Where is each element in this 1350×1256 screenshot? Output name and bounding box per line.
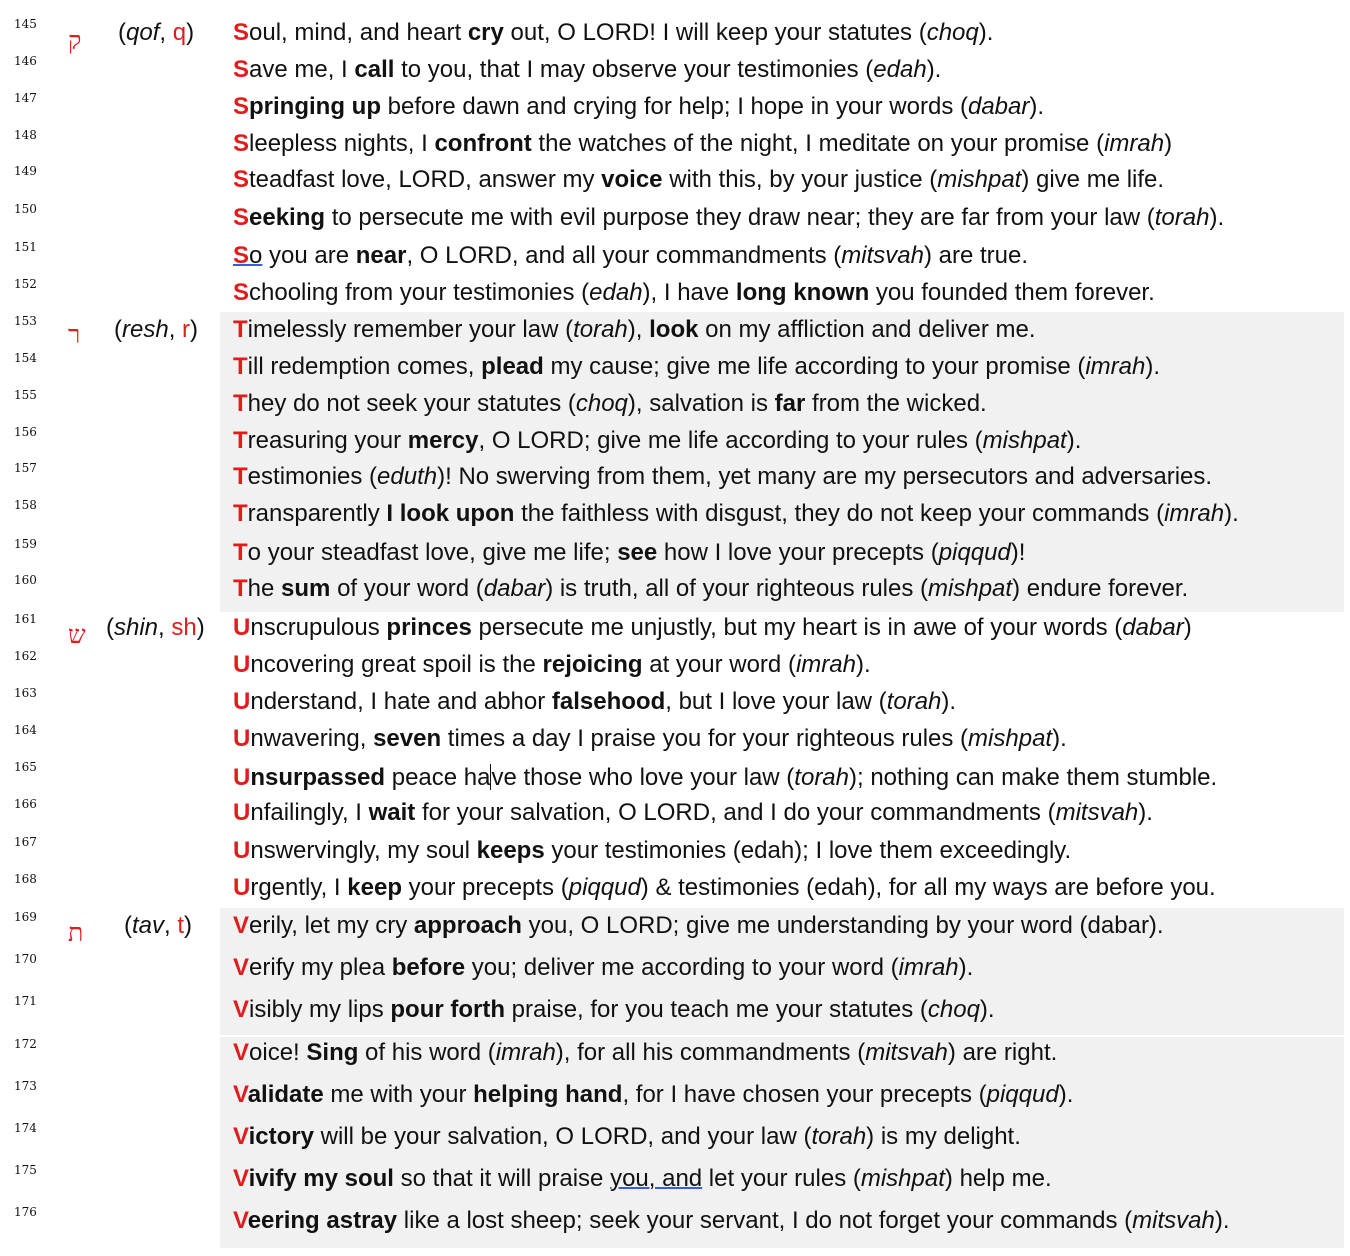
hebrew-term: imrah <box>1164 500 1225 527</box>
verse-fragment: ) are true. <box>923 242 1029 269</box>
acrostic-initial: V <box>233 1081 248 1108</box>
verse-number: 164 <box>14 723 37 737</box>
verse-number: 173 <box>14 1079 37 1093</box>
hebrew-term: mishpat <box>982 427 1067 454</box>
hebrew-term: imrah <box>495 1039 556 1066</box>
verse-fragment: ncovering great spoil is the <box>250 651 543 678</box>
emphasis-keyword: near <box>355 242 407 269</box>
verse-number: 153 <box>14 314 37 328</box>
verse-text <box>233 355 1160 379</box>
verse-fragment: ). <box>1214 1207 1230 1234</box>
verse-fragment: ) endure forever. <box>1012 575 1189 602</box>
verse-fragment: on my affliction and deliver me. <box>698 316 1036 343</box>
verse-number: 172 <box>14 1037 37 1051</box>
verse-fragment: ) <box>1164 130 1173 157</box>
hebrew-term: dabar <box>483 575 546 602</box>
letter-sound: r <box>182 316 191 343</box>
verse-fragment: nderstand, I hate and abhor <box>250 688 552 715</box>
verse-text <box>233 465 1212 489</box>
hebrew-term: choq <box>927 996 980 1023</box>
acrostic-initial: T <box>233 316 248 343</box>
verse-number: 151 <box>14 240 37 254</box>
verse-number: 169 <box>14 910 37 924</box>
hebrew-letter: ק <box>68 26 82 55</box>
verse-fragment: oul, mind, and heart <box>249 19 468 46</box>
acrostic-initial: U <box>233 688 251 715</box>
verse-text <box>233 764 1217 790</box>
verse-fragment: how I love your precepts ( <box>657 539 939 566</box>
verse-number: 147 <box>14 91 37 105</box>
verse-fragment: ). <box>1209 204 1225 231</box>
verse-text <box>233 1083 1073 1107</box>
verse-fragment: nfailingly, I <box>250 799 369 826</box>
verse-fragment: chooling from your testimonies ( <box>249 279 590 306</box>
verse-text <box>233 839 1071 863</box>
verse-fragment: erify my plea <box>249 954 392 981</box>
hebrew-term: dabar <box>967 93 1030 120</box>
verse-fragment: for your salvation, O LORD, and I do your commandments ( <box>415 799 1056 826</box>
acrostic-initial: T <box>233 353 248 380</box>
verse-number: 171 <box>14 994 37 1008</box>
verse-fragment: your precepts ( <box>401 874 569 901</box>
acrostic-initial: V <box>233 1039 250 1066</box>
stanza-tav <box>0 908 1350 1248</box>
verse-fragment: to you, that I may observe your testimonies ( <box>394 56 874 83</box>
verse-fragment: ) is truth, all of your righteous rules ( <box>545 575 929 602</box>
verse-fragment: ). <box>1145 353 1161 380</box>
verse-fragment: peace ha <box>385 764 491 791</box>
verse-fragment: he <box>247 575 282 602</box>
verse-text <box>233 1167 1052 1191</box>
emphasis-keyword: nsurpassed <box>250 764 386 791</box>
acrostic-initial: S <box>233 166 250 193</box>
acrostic-initial: U <box>233 614 251 641</box>
verse-number: 152 <box>14 277 37 291</box>
verse-fragment: ransparently <box>247 500 387 527</box>
emphasis-keyword: keeps <box>476 837 545 864</box>
emphasis-keyword: approach <box>413 912 522 939</box>
hebrew-letter: ש <box>68 620 86 649</box>
emphasis-keyword: helping hand <box>473 1081 623 1108</box>
stanza-divider <box>220 1035 1344 1037</box>
verse-fragment: ave me, I <box>249 56 355 83</box>
verse-text <box>233 206 1224 230</box>
flagged-text: o <box>249 242 263 269</box>
transliteration: (tav, t) <box>124 912 193 939</box>
verse-fragment: erily, let my cry <box>249 912 414 939</box>
hebrew-letter: ת <box>68 918 84 947</box>
hebrew-term: torah <box>794 764 849 791</box>
hebrew-term: mitsvah <box>865 1039 948 1066</box>
verse-fragment: the watches of the night, I meditate on your promise ( <box>531 130 1105 157</box>
acrostic-initial: U <box>233 874 251 901</box>
acrostic-initial: U <box>233 725 251 752</box>
acrostic-initial: S <box>233 56 250 83</box>
emphasis-keyword: cry <box>467 19 504 46</box>
acrostic-initial: V <box>233 1165 249 1192</box>
verse-fragment: of your word ( <box>330 575 484 602</box>
verse-fragment: persecute me unjustly, but my heart is in awe of your words ( <box>471 614 1123 641</box>
hebrew-term: dabar <box>1122 614 1184 641</box>
verse-fragment: you; deliver me according to your word ( <box>465 954 899 981</box>
hebrew-term: eduth <box>377 463 438 490</box>
acrostic-initial: U <box>233 799 251 826</box>
verse-fragment: ). <box>1058 1081 1074 1108</box>
verse-text <box>233 690 956 714</box>
verse-fragment: estimonies ( <box>247 463 378 490</box>
emphasis-keyword: long known <box>735 279 870 306</box>
hebrew-term: mishpat <box>937 166 1022 193</box>
emphasis-keyword: ivify my soul <box>248 1165 394 1192</box>
transliteration: (qof, q) <box>118 19 195 46</box>
verse-text <box>233 95 1044 119</box>
emphasis-keyword: eeking <box>249 204 326 231</box>
verse-fragment: ), I have <box>642 279 736 306</box>
verse-number: 155 <box>14 388 37 402</box>
verse-fragment: reasuring your <box>247 427 408 454</box>
acrostic-initial: S <box>233 204 250 231</box>
verse-fragment: ) help me. <box>944 1165 1052 1192</box>
hebrew-term: piqqud <box>568 874 641 901</box>
verse-text <box>233 956 973 980</box>
verse-text <box>233 998 995 1022</box>
acrostic-initial: V <box>233 1207 248 1234</box>
verse-text <box>233 801 1153 825</box>
emphasis-keyword: call <box>354 56 395 83</box>
verse-fragment: my cause; give me life according to your promise ( <box>543 353 1086 380</box>
acrostic-initial: V <box>233 1123 249 1150</box>
flagged-text: you, and <box>610 1165 703 1192</box>
transliteration: (shin, sh) <box>106 614 205 641</box>
emphasis-keyword: wait <box>368 799 416 826</box>
emphasis-keyword: eering astray <box>247 1207 398 1234</box>
verse-fragment: ). <box>1066 427 1082 454</box>
verse-number: 162 <box>14 649 37 663</box>
verse-fragment: nwavering, <box>250 725 374 752</box>
verse-text <box>233 1041 1057 1065</box>
verse-text <box>233 1125 1021 1149</box>
hebrew-term: mitsvah <box>1055 799 1139 826</box>
letter-name: resh <box>122 316 169 343</box>
emphasis-keyword: sum <box>281 575 331 602</box>
letter-name: shin <box>114 614 159 641</box>
verse-fragment: so that it will praise <box>393 1165 611 1192</box>
verse-fragment: ) <box>1183 614 1192 641</box>
verse-fragment: at your word ( <box>642 651 796 678</box>
verse-fragment: like a lost sheep; seek your servant, I do not forget your commands ( <box>397 1207 1133 1234</box>
letter-sound: q <box>172 19 187 46</box>
emphasis-keyword: alidate <box>247 1081 324 1108</box>
verse-text <box>233 244 1028 268</box>
verse-text <box>233 21 993 45</box>
hebrew-term: torah <box>886 688 942 715</box>
verse-fragment: imelessly remember your law ( <box>247 316 574 343</box>
hebrew-term: imrah <box>898 954 959 981</box>
verse-fragment: teadfast love, LORD, answer my <box>249 166 602 193</box>
verse-text <box>233 502 1239 526</box>
verse-fragment: ve those who love your law ( <box>491 764 795 791</box>
verse-fragment: you, O LORD; give me understanding by your word (dabar). <box>521 912 1164 939</box>
emphasis-keyword: plead <box>481 353 544 380</box>
verse-text <box>233 58 941 82</box>
verse-number: 160 <box>14 573 37 587</box>
acrostic-initial: T <box>233 427 248 454</box>
emphasis-keyword: Sing <box>306 1039 359 1066</box>
verse-fragment: you founded them forever. <box>869 279 1155 306</box>
acrostic-initial: V <box>233 996 250 1023</box>
emphasis-keyword: princes <box>386 614 472 641</box>
verse-fragment: ), <box>627 316 650 343</box>
hebrew-term: imrah <box>795 651 856 678</box>
verse-text <box>233 876 1216 900</box>
verse-number: 176 <box>14 1205 37 1219</box>
hebrew-term: imrah <box>1085 353 1146 380</box>
verse-fragment: , O LORD, and all your commandments ( <box>406 242 842 269</box>
verse-text <box>233 429 1081 453</box>
hebrew-term: torah <box>811 1123 867 1150</box>
verse-fragment: ); nothing can make them stumble. <box>849 764 1218 791</box>
verse-fragment: your testimonies (edah); I love them exceedingly. <box>544 837 1072 864</box>
hebrew-term: torah <box>1154 204 1210 231</box>
verse-number: 159 <box>14 537 37 551</box>
verse-fragment: nscrupulous <box>250 614 387 641</box>
verse-fragment: ). <box>978 19 994 46</box>
verse-fragment: out, O LORD! I will keep your statutes ( <box>503 19 927 46</box>
hebrew-term: mishpat <box>928 575 1013 602</box>
verse-fragment: , O LORD; give me life according to your rules ( <box>478 427 983 454</box>
verse-fragment: ). <box>979 996 995 1023</box>
emphasis-keyword: falsehood <box>551 688 666 715</box>
emphasis-keyword: mercy <box>407 427 479 454</box>
acrostic-initial: U <box>233 764 251 791</box>
verse-text <box>233 1209 1230 1233</box>
hebrew-term: piqqud <box>938 539 1011 566</box>
hebrew-term: torah <box>573 316 628 343</box>
verse-fragment: times a day I praise you for your righteous rules ( <box>441 725 969 752</box>
verse-fragment: ill redemption comes, <box>247 353 482 380</box>
acrostic-initial: S <box>233 130 250 157</box>
verse-fragment: praise, for you teach me your statutes ( <box>505 996 928 1023</box>
acrostic-initial: S <box>233 279 250 306</box>
emphasis-keyword: ictory <box>248 1123 314 1150</box>
emphasis-keyword: far <box>774 390 806 417</box>
hebrew-term: mishpat <box>968 725 1053 752</box>
emphasis-keyword: pour forth <box>390 996 506 1023</box>
verse-number: 170 <box>14 952 37 966</box>
verse-fragment: o your steadfast love, give me life; <box>247 539 618 566</box>
verse-text <box>233 541 1025 565</box>
emphasis-keyword: voice <box>601 166 663 193</box>
verse-fragment: ). <box>1224 500 1239 527</box>
emphasis-keyword: confront <box>434 130 532 157</box>
acrostic-initial: T <box>233 575 248 602</box>
hebrew-term: piqqud <box>986 1081 1059 1108</box>
verse-number: 174 <box>14 1121 37 1135</box>
verse-text <box>233 914 1164 938</box>
verse-fragment: ). <box>1138 799 1153 826</box>
verse-fragment: oice! <box>249 1039 307 1066</box>
stanza-resh <box>0 312 1350 612</box>
verse-fragment: ) & testimonies (edah), for all my ways are before you. <box>640 874 1216 901</box>
verse-text <box>233 653 871 677</box>
verse-number: 149 <box>14 164 37 178</box>
acrostic-initial: S <box>233 93 250 120</box>
acrostic-initial: T <box>233 539 248 566</box>
verse-number: 161 <box>14 612 37 626</box>
hebrew-term: edah <box>589 279 643 306</box>
verse-text <box>233 392 987 416</box>
hebrew-term: edah <box>873 56 927 83</box>
verse-fragment: with this, by your justice ( <box>662 166 938 193</box>
verse-fragment: ) give me life. <box>1021 166 1165 193</box>
verse-text <box>233 577 1188 601</box>
letter-sound: t <box>177 912 185 939</box>
verse-fragment: you are <box>262 242 356 269</box>
verse-fragment: from the wicked. <box>805 390 987 417</box>
verse-number: 167 <box>14 835 37 849</box>
verse-fragment: ). <box>1029 93 1045 120</box>
verse-number: 168 <box>14 872 37 886</box>
verse-fragment: to persecute me with evil purpose they draw near; they are far from your law ( <box>325 204 1155 231</box>
hebrew-letter: ר <box>68 320 81 349</box>
hebrew-term: mitsvah <box>1132 1207 1215 1234</box>
verse-text <box>233 281 1155 305</box>
verse-number: 148 <box>14 128 37 142</box>
verse-fragment: ). <box>941 688 957 715</box>
verse-text <box>233 616 1192 640</box>
acrostic-initial: S <box>233 242 250 269</box>
verse-text <box>233 727 1067 751</box>
letter-sound: sh <box>171 614 197 641</box>
verse-fragment: ). <box>926 56 942 83</box>
hebrew-term: choq <box>926 19 979 46</box>
verse-fragment: )! No swerving from them, yet many are my persecutors and adversaries. <box>437 463 1213 490</box>
verse-fragment: , for I have chosen your precepts ( <box>622 1081 987 1108</box>
verse-fragment: ). <box>855 651 871 678</box>
verse-number: 154 <box>14 351 37 365</box>
verse-text <box>233 132 1172 156</box>
verse-fragment: of his word ( <box>358 1039 496 1066</box>
verse-fragment: hey do not seek your statutes ( <box>247 390 576 417</box>
hebrew-term: mitsvah <box>841 242 924 269</box>
verse-fragment: let your rules ( <box>702 1165 861 1192</box>
acrostic-initial: V <box>233 912 250 939</box>
acrostic-initial: T <box>233 500 248 527</box>
stanza-qof <box>0 14 1350 312</box>
verse-number: 165 <box>14 760 37 774</box>
acrostic-initial: T <box>233 463 248 490</box>
emphasis-keyword: see <box>617 539 658 566</box>
emphasis-keyword: before <box>391 954 466 981</box>
verse-number: 158 <box>14 498 37 512</box>
verse-fragment: isibly my lips <box>249 996 391 1023</box>
verse-fragment: )! <box>1010 539 1026 566</box>
verse-number: 166 <box>14 797 37 811</box>
verse-number: 175 <box>14 1163 37 1177</box>
hebrew-term: mishpat <box>860 1165 945 1192</box>
verse-fragment: ) is my delight. <box>866 1123 1021 1150</box>
emphasis-keyword: rejoicing <box>542 651 643 678</box>
acrostic-initial: U <box>233 837 251 864</box>
verse-text <box>233 318 1036 342</box>
verse-fragment: before dawn and crying for help; I hope in your words ( <box>380 93 968 120</box>
emphasis-keyword: I look upon <box>386 500 515 527</box>
acrostic-initial: U <box>233 651 251 678</box>
verse-fragment: , but I love your law ( <box>665 688 887 715</box>
verse-fragment: ). <box>958 954 974 981</box>
emphasis-keyword: pringing up <box>249 93 381 120</box>
transliteration: (resh, r) <box>114 316 199 343</box>
verse-number: 157 <box>14 461 37 475</box>
verse-text <box>233 168 1164 192</box>
verse-fragment: leepless nights, I <box>249 130 435 157</box>
verse-fragment: the faithless with disgust, they do not keep your commands ( <box>514 500 1165 527</box>
hebrew-term: imrah <box>1104 130 1165 157</box>
verse-fragment: ) are right. <box>947 1039 1058 1066</box>
stanza-shin <box>0 612 1350 908</box>
hebrew-term: choq <box>575 390 628 417</box>
verse-fragment: me with your <box>323 1081 474 1108</box>
verse-fragment: ), salvation is <box>627 390 775 417</box>
verse-number: 146 <box>14 54 37 68</box>
verse-number: 163 <box>14 686 37 700</box>
verse-number: 145 <box>14 17 37 31</box>
verse-fragment: nswervingly, my soul <box>250 837 477 864</box>
verse-fragment: ), for all his commandments ( <box>555 1039 866 1066</box>
emphasis-keyword: look <box>649 316 699 343</box>
verse-fragment: rgently, I <box>250 874 348 901</box>
acrostic-initial: S <box>233 19 250 46</box>
letter-name: tav <box>132 912 165 939</box>
acrostic-initial: V <box>233 954 250 981</box>
verse-fragment: ). <box>1052 725 1067 752</box>
letter-name: qof <box>126 19 160 46</box>
acrostic-initial: T <box>233 390 248 417</box>
emphasis-keyword: seven <box>373 725 442 752</box>
emphasis-keyword: keep <box>347 874 402 901</box>
verse-fragment: will be your salvation, O LORD, and your law ( <box>313 1123 812 1150</box>
verse-number: 156 <box>14 425 37 439</box>
verse-number: 150 <box>14 202 37 216</box>
